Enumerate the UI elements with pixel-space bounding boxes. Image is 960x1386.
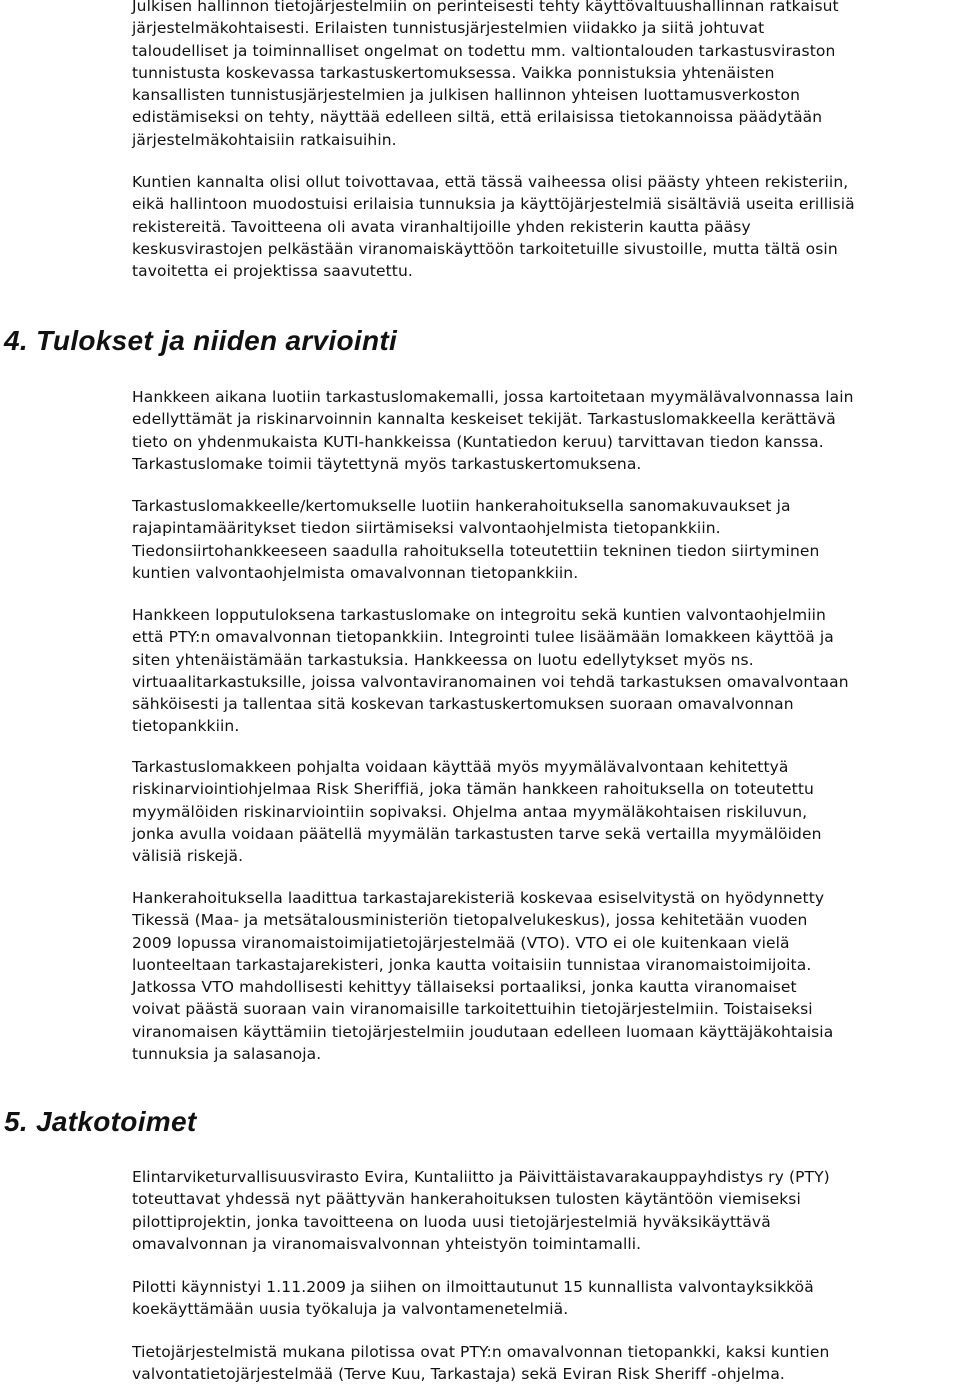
text-line: siten yhtenäistämään tarkastuksia. Hankkeessa on luotu edellytykset myös ns. [132, 650, 754, 669]
text-line: Tarkastuslomakkeelle/kertomukselle luotiin hankerahoituksella sanomakuvaukset ja [132, 497, 791, 515]
text-line: rajapintamääritykset tiedon siirtämiseksi valvontaohjelmista tietopankkiin. [132, 519, 721, 538]
text-line: tunnistusta koskevassa tarkastuskertomuksessa. Vaikka ponnistuksia yhtenäisten [132, 63, 775, 82]
text-line: jonka avulla voidaan päätellä myymälän tarkastusten tarve sekä vertailla myymälöiden [132, 824, 822, 843]
text-line: kuntien valvontaohjelmista omavalvonnan tietopankkiin. [132, 563, 579, 582]
text-line: Jatkossa VTO mahdollisesti kehittyy tällaiseksi portaaliksi, jonka kautta viranomaiset [132, 978, 797, 997]
text-line: tieto on yhdenmukaista KUTI-hankkeissa (Kuntatiedon keruu) tarvittavan tiedon kanssa. [132, 432, 824, 451]
text-line: tietopankkiin. [132, 717, 240, 736]
text-line: Tiedonsiirtohankkeeseen saadulla rahoituksella toteutettiin tekninen tiedon siirtyminen [132, 541, 820, 560]
section-heading-results: 4. Tulokset ja niiden arviointi [4, 325, 398, 356]
results-paragraph-5 [132, 887, 958, 1065]
text-line: edistämiseksi on tehty, näyttää edelleen siltä, että erilaisissa tietokannoissa päädytään [132, 108, 823, 127]
text-line: rekistereitä. Tavoitteena oli avata viranhaltijoille yhden rekisterin kautta pääsy [132, 217, 751, 236]
next-steps-paragraph-3 [132, 1341, 958, 1386]
text-line: koekäyttämään uusia työkaluja ja valvontamenetelmiä. [132, 1300, 569, 1319]
text-line: keskusvirastojen pelkästään viranomaiskäyttöön tarkoitetuille sivustoille, mutta tältä osin [132, 239, 838, 258]
text-line: 2009 lopussa viranomaistoimijatietojärjestelmää (VTO). VTO ei ole kuitenkaan vielä [132, 933, 790, 952]
results-paragraph-4 [132, 756, 958, 867]
text-line: Hankkeen lopputuloksena tarkastuslomake on integroitu sekä kuntien valvontaohjelmiin [132, 606, 826, 624]
text-line: sähköisesti ja tallentaa sitä koskevan tarkastuskertomuksen suoraan omavalvonnan [132, 695, 794, 714]
text-line: tunnuksia ja salasanoja. [132, 1045, 322, 1064]
text-line: omavalvonnan ja viranomaisvalvonnan yhteistyön toimintamalli. [132, 1234, 642, 1253]
text-line: Kuntien kannalta olisi ollut toivottavaa, että tässä vaiheessa olisi päästy yhteen rekisteriin, [132, 173, 849, 191]
text-line: Tarkastuslomakkeen pohjalta voidaan käyttää myös myymälävalvontaan kehitettyä [132, 758, 789, 776]
text-line: Hankkeen aikana luotiin tarkastuslomakemalli, jossa kartoitetaan myymälävalvonnassa lain [132, 388, 854, 406]
text-line: toteuttavat yhdessä nyt päättyvän hankerahoituksen tulosten käytäntöön viemiseksi [132, 1190, 801, 1209]
results-paragraph-2 [132, 495, 958, 584]
next-steps-paragraph-1 [132, 1166, 958, 1255]
results-paragraph-1 [132, 386, 958, 475]
text-line: Elintarviketurvallisuusvirasto Evira, Kuntaliitto ja Päivittäistavarakauppayhdistys ry (PTY) [132, 1168, 830, 1186]
text-line: Tikessä (Maa- ja metsätalousministeriön tietopalvelukeskus), jossa kehitetään vuoden [132, 911, 808, 930]
text-line: eikä hallintoon muodostuisi erilaisia tunnuksia ja käyttöjärjestelmiä sisältäviä useita erillisiä [132, 195, 855, 214]
text-line: Hankerahoituksella laadittua tarkastajarekisteriä koskevaa esiselvitystä on hyödynnetty [132, 889, 825, 907]
text-line: että PTY:n omavalvonnan tietopankkiin. Integrointi tulee lisäämään lomakkeen käyttöä ja [132, 628, 834, 647]
text-line: valvontatietojärjestelmää (Terve Kuu, Tarkastaja) sekä Eviran Risk Sheriff -ohjelma. [132, 1365, 785, 1384]
text-line: Pilotti käynnistyi 1.11.2009 ja siihen on ilmoittautunut 15 kunnallista valvontayksikköä [132, 1278, 814, 1296]
results-paragraph-3 [132, 604, 958, 738]
text-line: järjestelmäkohtaisiin ratkaisuihin. [132, 130, 397, 149]
text-line: riskinarviointiohjelmaa Risk Sheriffiä, joka tämän hankkeen rahoituksella on toteutettu [132, 780, 814, 799]
text-line: Tietojärjestelmistä mukana pilotissa ovat PTY:n omavalvonnan tietopankki, kaksi kuntien [132, 1343, 830, 1361]
text-line: pilottiprojektin, jonka tavoitteena on luoda uusi tietojärjestelmiä hyväksikäyttävä [132, 1212, 771, 1231]
next-steps-paragraph-2 [132, 1276, 958, 1321]
section-heading-next-steps: 5. Jatkotoimet [4, 1106, 197, 1137]
text-line: kansallisten tunnistusjärjestelmien ja julkisen hallinnon yhteisen luottamusverkoston [132, 86, 800, 105]
text-line: edellyttämät ja riskinarvoinnin kannalta keskeiset tekijät. Tarkastuslomakkeella kerättävä [132, 410, 836, 429]
text-line: välisiä riskejä. [132, 847, 244, 866]
text-line: luonteeltaan tarkastajarekisteri, jonka kautta voitaisiin tunnistaa viranomaistoimijoita. [132, 955, 812, 974]
intro-paragraph-1 [132, 0, 958, 151]
text-line: virtuaalitarkastuksille, joissa valvontaviranomainen voi tehdä tarkastuksen omavalvontaan [132, 672, 849, 691]
text-line: järjestelmäkohtaisesti. Erilaisten tunnistusjärjestelmien viidakko ja siitä johtuvat [132, 19, 765, 38]
text-line: Julkisen hallinnon tietojärjestelmiin on perinteisesti tehty käyttövaltuushallinnan ratkaisut [132, 0, 839, 15]
intro-paragraph-2 [132, 171, 958, 282]
text-line: tavoitetta ei projektissa saavutettu. [132, 262, 413, 281]
text-line: voivat päästä suoraan vain viranomaisille tarkoitettuihin tietojärjestelmiin. Toistaiseksi [132, 1000, 813, 1019]
text-line: myymälöiden riskinarviointiin sopivaksi. Ohjelma antaa myymäläkohtaisen riskiluvun, [132, 802, 808, 821]
text-line: viranomaisen käyttämiin tietojärjestelmiin joudutaan edelleen luomaan käyttäjäkohtaisia [132, 1022, 834, 1041]
text-line: Tarkastuslomake toimii täytettynä myös tarkastuskertomuksena. [132, 454, 642, 473]
text-line: taloudelliset ja toiminnalliset ongelmat on todettu mm. valtiontalouden tarkastusviraston [132, 41, 836, 60]
